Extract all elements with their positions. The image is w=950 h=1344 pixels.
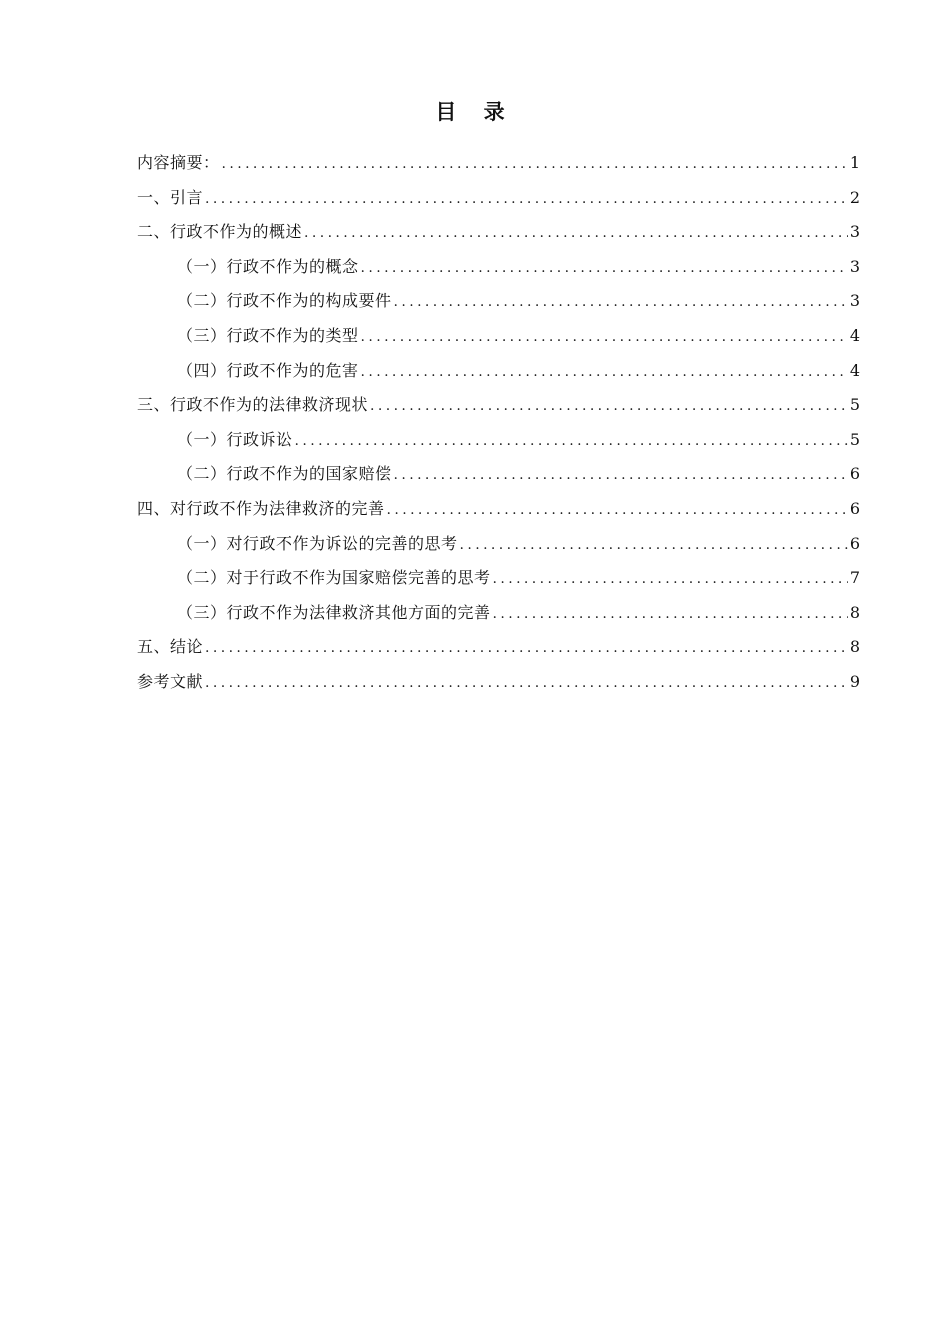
toc-entry-text: （二）对于行政不作为国家赔偿完善的思考	[177, 568, 491, 588]
toc-entry[interactable]	[137, 284, 860, 319]
toc-entry-page-number: 1	[849, 153, 860, 172]
toc-title: 目 录	[435, 100, 515, 124]
toc-entry-page-number: 4	[849, 360, 860, 380]
toc-dot-leader	[493, 562, 848, 597]
toc-dot-leader	[394, 285, 848, 320]
toc-entry-text: （三）行政不作为法律救济其他方面的完善	[177, 602, 491, 622]
toc-entry[interactable]	[137, 146, 860, 181]
toc-dot-leader	[361, 355, 848, 390]
toc-dot-leader	[222, 147, 848, 182]
toc-dot-leader	[205, 666, 848, 701]
toc-entry[interactable]	[137, 596, 860, 631]
toc-entry-text: （一）行政不作为的概念	[177, 256, 359, 276]
toc-entry-text: （一）行政诉讼	[177, 429, 293, 449]
toc-entry-text: （二）行政不作为的构成要件	[177, 291, 392, 311]
toc-entry-text: （二）行政不作为的国家赔偿	[177, 464, 392, 484]
toc-entry-page-number: 2	[849, 187, 860, 207]
toc-dot-leader	[460, 528, 848, 563]
toc-dot-leader	[394, 458, 848, 493]
toc-dot-leader	[205, 631, 848, 666]
toc-entry-text: 二、行政不作为的概述	[137, 222, 303, 242]
toc-entry[interactable]	[137, 388, 860, 423]
toc-entry[interactable]	[137, 457, 860, 492]
toc-entry[interactable]	[137, 215, 860, 250]
toc-entry-page-number: 8	[849, 637, 860, 657]
toc-list	[137, 146, 860, 700]
toc-entry-page-number: 3	[849, 222, 860, 242]
toc-entry-text: 参考文献	[137, 671, 204, 691]
toc-entry-text: 内容摘要：	[137, 153, 220, 172]
toc-dot-leader	[370, 389, 848, 424]
toc-dot-leader	[205, 182, 848, 217]
toc-dot-leader	[387, 493, 848, 528]
toc-entry[interactable]	[137, 354, 860, 389]
toc-entry[interactable]	[137, 492, 860, 527]
toc-entry-page-number: 6	[849, 498, 860, 518]
toc-entry-page-number: 3	[849, 291, 860, 311]
toc-entry-page-number: 4	[849, 325, 860, 345]
toc-entry[interactable]	[137, 181, 860, 216]
toc-entry-page-number: 6	[849, 533, 860, 553]
toc-entry-page-number: 8	[849, 602, 860, 622]
toc-entry[interactable]	[137, 561, 860, 596]
toc-entry-page-number: 7	[849, 568, 860, 588]
toc-entry[interactable]	[137, 630, 860, 665]
toc-entry-page-number: 6	[849, 464, 860, 484]
toc-entry[interactable]	[137, 319, 860, 354]
toc-entry-page-number: 9	[849, 671, 860, 691]
toc-entry-page-number: 5	[849, 395, 860, 415]
toc-dot-leader	[361, 251, 848, 286]
toc-dot-leader	[361, 320, 848, 355]
toc-dot-leader	[304, 216, 848, 251]
toc-entry-text: （一）对行政不作为诉讼的完善的思考	[177, 533, 458, 553]
toc-entry[interactable]	[137, 527, 860, 562]
toc-entry-page-number: 3	[849, 256, 860, 276]
toc-entry-text: 三、行政不作为的法律救济现状	[137, 395, 369, 415]
toc-dot-leader	[295, 424, 848, 459]
toc-entry-text: 一、引言	[137, 187, 204, 207]
toc-entry-text: 五、结论	[137, 637, 204, 657]
toc-entry-text: （三）行政不作为的类型	[177, 325, 359, 345]
toc-dot-leader	[493, 597, 848, 632]
toc-entry-text: 四、对行政不作为法律救济的完善	[137, 498, 385, 518]
toc-entry[interactable]	[137, 423, 860, 458]
toc-entry-text: （四）行政不作为的危害	[177, 360, 359, 380]
toc-entry[interactable]	[137, 665, 860, 700]
toc-entry-page-number: 5	[849, 429, 860, 449]
toc-entry[interactable]	[137, 250, 860, 285]
